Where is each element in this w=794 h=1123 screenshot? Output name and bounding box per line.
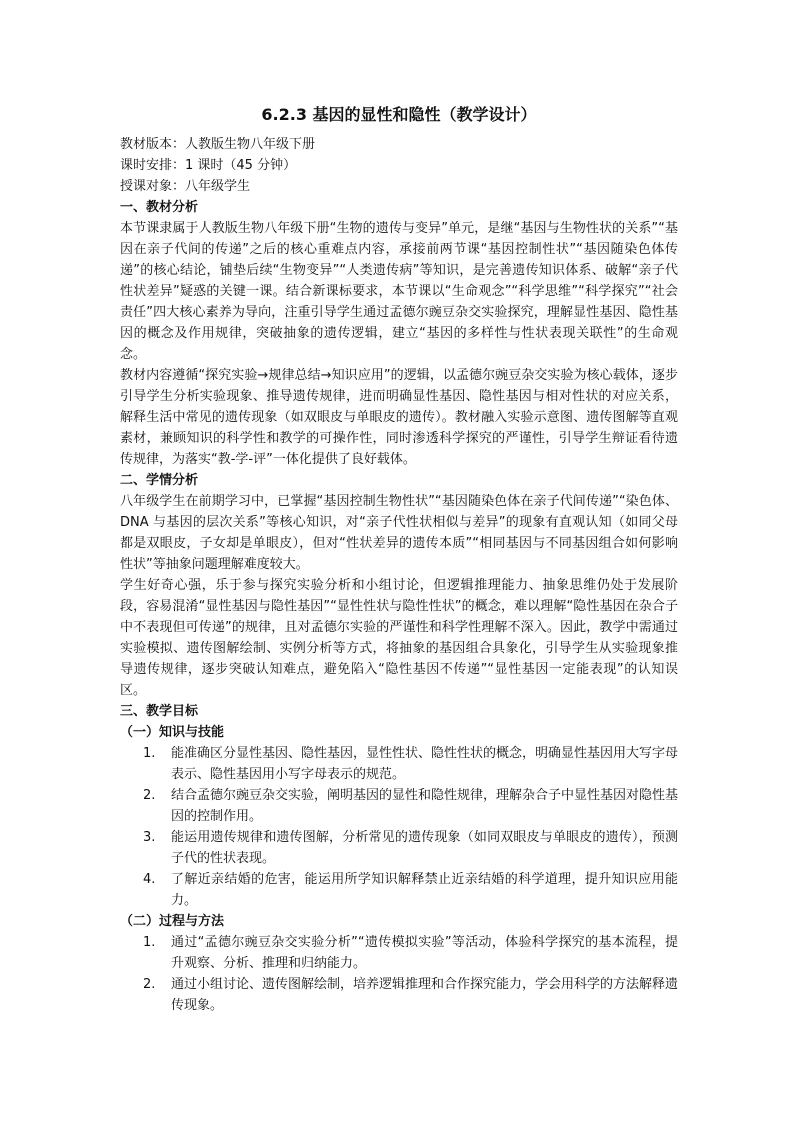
list-item (120, 785, 678, 827)
section-heading: 一、教材分析 (120, 200, 199, 215)
meta-class-schedule: 课时安排：1 课时（45 分钟） (120, 158, 297, 173)
list-item (120, 869, 678, 911)
list-text: 了解近亲结婚的危害，能运用所学知识解释禁止近亲结婚的科学道理，提升知识应用能力。 (171, 872, 678, 908)
meta-textbook-version: 教材版本：人教版生物八年级下册 (120, 137, 316, 152)
section-heading: 二、学情分析 (120, 473, 199, 488)
section-heading: 三、教学目标 (120, 704, 199, 719)
section-teaching-objectives (120, 701, 678, 1016)
list-text: 通过“孟德尔豌豆杂交实验分析”“遗传模拟实验”等活动，体验科学探究的基本流程，提升观察、分析、推理和归纳能力。 (171, 935, 678, 971)
paragraph: 八年级学生在前期学习中，已掌握“基因控制生物性状”“基因随染色体在亲子代间传递”“染色体、DNA 与基因的层次关系”等核心知识，对“亲子代性状相似与差异”的现象有直观认知（如同父母都是双眼皮，子女却是单眼皮），但对“性状差异的遗传本质”“相同基因与不同基因组合如何影响性状”等抽象问题理解难度较大。 (120, 494, 678, 572)
list-number: 3. (143, 830, 156, 845)
paragraph: 学生好奇心强，乐于参与探究实验分析和小组讨论，但逻辑推理能力、抽象思维仍处于发展阶段，容易混淆“显性基因与隐性基因”“显性性状与隐性性状”的概念，难以理解“隐性基因在杂合子中不表现但可传递”的规律，且对孟德尔实验的严谨性和科学性理解不深入。因此，教学中需通过实验模拟、遗传图解绘制、实例分析等方式，将抽象的基因组合具象化，引导学生从实验现象推导遗传规律，逐步突破认知难点，避免陷入“隐性基因不传递”“显性基因一定能表现”的认知误区。 (120, 578, 678, 698)
list-item (120, 743, 678, 785)
paragraph: 本节课隶属于人教版生物八年级下册“生物的遗传与变异”单元，是继“基因与生物性状的关系”“基因在亲子代间的传递”之后的核心重难点内容，承接前两节课“基因控制性状”“基因随染色体传递”的核心结论，铺垫后续“生物变异”“人类遗传病”等知识，是完善遗传知识体系、破解“亲子代性状差异”疑惑的关键一课。结合新课标要求，本节课以“生命观念”“科学思维”“科学探究”“社会责任”四大核心素养为导向，注重引导学生通过孟德尔豌豆杂交实验探究，理解显性基因、隐性基因的概念及作用规律，突破抽象的遗传逻辑，建立“基因的多样性与性状表现关联性”的生命观念。 (120, 221, 678, 362)
list-number: 4. (143, 872, 156, 887)
list-text: 能准确区分显性基因、隐性基因，显性性状、隐性性状的概念，明确显性基因用大写字母表示、隐性基因用小写字母表示的规范。 (171, 746, 679, 782)
list-item (120, 827, 678, 869)
list-text: 结合孟德尔豌豆杂交实验，阐明基因的显性和隐性规律，理解杂合子中显性基因对隐性基因的控制作用。 (171, 788, 679, 824)
list-item (120, 974, 678, 1016)
knowledge-list (120, 743, 678, 911)
subsection-heading-knowledge: （一）知识与技能 (120, 725, 225, 740)
process-list (120, 932, 678, 1016)
list-number: 2. (143, 788, 156, 803)
subsection-heading-process: （二）过程与方法 (120, 914, 225, 929)
list-number: 2. (143, 977, 156, 992)
document-title: 6.2.3 基因的显性和隐性（教学设计） (261, 105, 537, 124)
document-content (120, 102, 678, 1016)
list-item (120, 932, 678, 974)
paragraph: 教材内容遵循“探究实验→规律总结→知识应用”的逻辑，以孟德尔豌豆杂交实验为核心载体，逐步引导学生分析实验现象、推导遗传规律，进而明确显性基因、隐性基因与相对性状的对应关系，解释生活中常见的遗传现象（如双眼皮与单眼皮的遗传）。教材融入实验示意图、遗传图解等直观素材，兼顾知识的科学性和教学的可操作性，同时渗透科学探究的严谨性，引导学生辩证看待遗传规律，为落实“教-学-评”一体化提供了良好载体。 (120, 368, 678, 467)
section-student-analysis (120, 470, 678, 701)
section-textbook-analysis (120, 197, 678, 470)
meta-audience: 授课对象：八年级学生 (120, 179, 251, 194)
list-number: 1. (143, 746, 156, 761)
list-text: 能运用遗传规律和遗传图解，分析常见的遗传现象（如同双眼皮与单眼皮的遗传），预测子代的性状表现。 (171, 830, 678, 866)
list-text: 通过小组讨论、遗传图解绘制，培养逻辑推理和合作探究能力，学会用科学的方法解释遗传现象。 (171, 977, 679, 1013)
list-number: 1. (143, 935, 156, 950)
